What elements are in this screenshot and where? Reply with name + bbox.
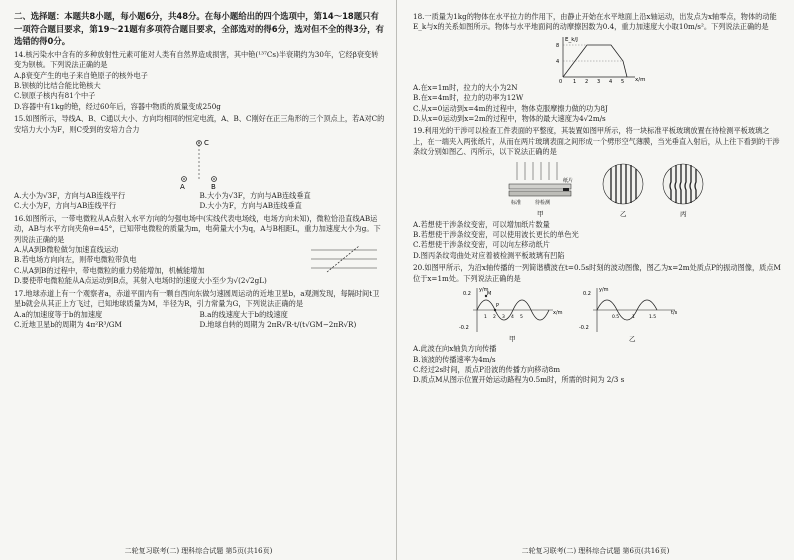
yi-amp: 0.2 [583, 291, 591, 298]
q15-option-a: A.大小为√3F，方向与AB连线平行 [14, 191, 126, 201]
label-m: M [487, 291, 492, 298]
q14-option-d: D.容器中有1kg的铯，经过60年后，容器中物质的质量变成250g [14, 101, 221, 111]
q17-option-a: A.a的加速度等于b的加速度 [14, 309, 103, 319]
ytick-8: 8 [556, 42, 560, 49]
q14-option-c: C.钡原子核内有81个中子 [14, 91, 96, 101]
jia-xtick-4: 4 [511, 315, 514, 321]
question-20 [413, 263, 782, 385]
q17-stem: 17.地球赤道上有一个观察者a，赤道平面内有一颗自西向东做匀速圆周运动的近地卫星b，a观测发现，每隔时间t卫星b就会从其正上方飞过，已知地球质量为M，半径为R，引力常量为G，下列说法正确的是 [14, 288, 380, 309]
label-a: A [180, 183, 185, 192]
xtick-2: 2 [585, 78, 589, 83]
ytick-4: 4 [556, 58, 560, 65]
xtick-4: 4 [609, 78, 613, 83]
q16-option-a: A.从A到B微粒做匀加速直线运动 [14, 245, 119, 255]
left-page-footer: 二轮复习联考(二) 理科综合试题 第5页(共16页) [124, 546, 273, 555]
pattern-bing [663, 164, 703, 204]
caption-yi: 乙 [620, 209, 627, 218]
q16-option-b: B.若电场方向向左，则带电微粒带负电 [14, 255, 137, 265]
q19-option-c: C.若想使干涉条纹变密，可以向左移动纸片 [413, 240, 550, 250]
caption-jia: 甲 [509, 335, 516, 344]
q15-triangle-figure [14, 135, 384, 191]
xtick-3: 3 [597, 78, 601, 83]
q18-option-b: B.在x=4m时，拉力的功率为12W [413, 93, 524, 103]
jia-xtick-3: 3 [502, 315, 505, 321]
yi-neg-amp: -0.2 [579, 325, 589, 332]
q16-stem: 16.如图所示，一带电微粒从A点射入水平方向的匀强电场中(实线代表电场线，电场方向未知)，微粒恰沿直线AB运动，AB与水平方向夹角θ=45°，已知带电微粒的质量为m，电荷量大小为q，A与B相距L，重力加速度大小为g。下列说法正确的是 [14, 213, 381, 244]
yi-ylabel: y/m [599, 287, 609, 294]
pattern-yi [603, 164, 643, 204]
jia-xtick-2: 2 [493, 315, 496, 321]
q20-option-a: A.此波在向x轴负方向传播 [413, 344, 497, 354]
right-page [397, 0, 794, 560]
yi-xlabel: t/s [671, 310, 678, 317]
xtick-5: 5 [621, 78, 625, 83]
q14-option-b: B.钡核的比结合能比铯核大 [14, 81, 101, 90]
q18-option-c: C.从x=0运动到x=4m的过程中，物体克服摩擦力做的功为8J [413, 103, 608, 113]
q20-option-d: D.质点M从图示位置开始运动路程为0.5m时，所需的时间为 2/3 s [413, 375, 625, 385]
q18-option-d: D.从x=0运动到x=2m的过程中，物体的最大速度为4√2m/s [413, 114, 606, 124]
label-p: P [496, 303, 500, 310]
q20-wave-figures [413, 284, 773, 344]
q15-stem: 15.如图所示，导线A、B、C通以大小、方向均相同的恒定电流，A、B、C刚好在正三角形的三个顶点上，若A对C的安培力大小为F，则C受到的安培力合力 [14, 114, 385, 134]
yi-xtick-1: 1 [632, 315, 635, 321]
question-16 [14, 214, 385, 287]
q20-option-c: C.经过2s时间，质点P沿波的传播方向移动8m [413, 364, 561, 374]
jia-xlabel: x/m [553, 310, 563, 317]
q20-option-b: B.该波的传播速率为4m/s [413, 354, 496, 364]
label-standard: 标准 [511, 199, 522, 206]
right-page-footer: 二轮复习联考(二) 理科综合试题 第6页(共16页) [521, 546, 670, 555]
xtick-0: 0 [559, 78, 563, 83]
question-18 [413, 12, 782, 124]
q18-ek-graph [413, 33, 773, 83]
q14-stem: 14.核污染水中含有的多种放射性元素可能对人类有自然界造成损害，其中铯(¹³⁷Cs)半衰期约为30年，它经β衰变转变为钡核。下列说法正确的是 [14, 49, 379, 70]
q17-option-b: B.a的线速度大于b的线速度 [199, 309, 288, 319]
q17-option-d: D.地球自转的周期为 2πR√R·t/(t√GM−2πR√R) [199, 319, 357, 329]
q19-option-d: D.图丙条纹弯曲处对应着被检测平板玻璃有凹陷 [413, 250, 565, 260]
caption-bing: 丙 [680, 209, 687, 218]
point-p [494, 309, 496, 311]
jia-neg-amp: -0.2 [459, 325, 469, 332]
section-title: 二、选择题：本题共8小题，每小题6分，共48分。在每小题给出的四个选项中，第14～18题只有一项符合题目要求，第19～21题有多项符合题目要求，全部选对的得6分，选对但不全的得3分，有选错的得0分。 [14, 11, 384, 47]
question-17 [14, 289, 385, 331]
standard-glass [509, 184, 571, 189]
q19-stem: 19.利用光的干涉可以检查工件表面的平整度，其装置如图甲所示，将一块标准平板玻璃放置在待检测平板玻璃之上，在一端夹入两张纸片，从而在两片玻璃表面之间形成一个劈形空气薄膜，当光垂直入射后，从上往下看到的干涉条纹分别如图乙、丙所示，以下说法正确的是 [413, 126, 780, 157]
jia-ylabel: y/m [479, 287, 489, 294]
paper-strips [563, 188, 569, 191]
jia-amp: 0.2 [463, 291, 471, 298]
q18-stem: 18.一质量为1kg的物体在水平拉力的作用下，由静止开始在水平地面上沿x轴运动，出发点为x轴零点，物体的动能E_k与x的关系如图所示。物体与水平地面间的动摩擦因数为0.4，重力加速度大小取10m/s²。下列说法正确的是 [413, 12, 777, 32]
label-paper: 纸片 [563, 177, 574, 184]
label-b: B [211, 183, 216, 192]
q15-option-b: B.大小为√3F，方向与AB连线垂直 [199, 191, 311, 201]
caption-jia: 甲 [537, 209, 544, 218]
question-14 [14, 50, 385, 112]
jia-xtick-5: 5 [520, 315, 523, 321]
q16-field-figure [309, 242, 379, 276]
q19-interference-figure [413, 158, 773, 220]
q15-option-c: C.大小为F，方向与AB连线平行 [14, 201, 117, 211]
q16-option-d: D.要使带电微粒能从A点运动到B点，其射入电场时的速度大小至少为√(2√2gL) [14, 276, 267, 286]
yi-xtick-15: 1.5 [649, 315, 657, 321]
xtick-1: 1 [573, 78, 577, 83]
q19-option-a: A.若想使干涉条纹变密，可以增加纸片数量 [413, 219, 550, 229]
question-19 [413, 126, 782, 261]
graph-ylabel: E_k/J [565, 36, 578, 43]
test-glass [509, 191, 571, 196]
q19-option-b: B.若想使干涉条纹变密，可以使用波长更长的单色光 [413, 230, 579, 240]
q18-option-a: A.在x=1m时，拉力的大小为2N [413, 82, 518, 92]
yi-xtick-05: 0.5 [612, 315, 620, 321]
caption-yi: 乙 [629, 335, 636, 344]
q17-option-c: C.近地卫星b的周期为 4π²R³/GM [14, 319, 122, 329]
question-15 [14, 114, 385, 212]
graph-xlabel: x/m [635, 76, 646, 83]
label-c: C [204, 139, 209, 148]
q20-stem: 20.如图甲所示，为沿x轴传播的一列简谐横波在t=0.5s时刻的波动图像，图乙为x=2m处质点P的振动图像，质点M位于x=1m处。下列说法正确的是 [413, 263, 781, 283]
q14-option-a: A.β衰变产生的电子来自铯原子的核外电子 [14, 70, 148, 80]
q16-option-c: C.从A到B的过程中，带电微粒的重力势能增加，机械能增加 [14, 265, 205, 275]
jia-xtick-1: 1 [484, 315, 487, 321]
label-tested: 待检测 [535, 199, 551, 206]
q15-option-d: D.大小为F，方向与AB连线垂直 [199, 201, 302, 211]
